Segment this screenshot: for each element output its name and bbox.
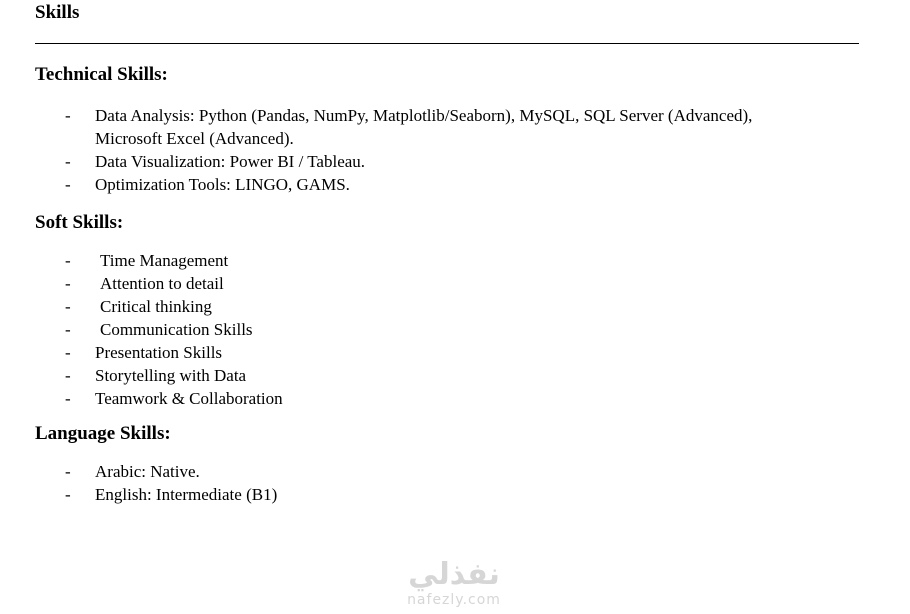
bullet-dash: -	[65, 106, 71, 125]
bullet-dash: -	[65, 274, 71, 293]
list-item	[0, 104, 815, 150]
bullet-dash: -	[65, 462, 71, 481]
list-item-text: Teamwork & Collaboration	[95, 389, 283, 408]
language-skills-list	[0, 460, 910, 506]
list-item	[0, 460, 815, 483]
list-item	[0, 249, 815, 272]
bullet-dash: -	[65, 366, 71, 385]
list-item-text: Presentation Skills	[95, 343, 223, 362]
list-item	[0, 318, 815, 341]
list-item-text: Attention to detail	[100, 274, 224, 293]
bullet-dash: -	[65, 175, 71, 194]
bullet-dash: -	[65, 485, 71, 504]
list-item-text: Critical thinking	[100, 297, 212, 316]
list-item-text: Time Management	[100, 251, 229, 270]
bullet-dash: -	[65, 389, 71, 408]
soft-skills-heading: Soft Skills:	[35, 212, 124, 233]
watermark-url: nafezly.com	[407, 592, 501, 608]
bullet-dash: -	[65, 152, 71, 171]
list-item-text: Data Visualization: Power BI / Tableau.	[95, 152, 366, 171]
list-item-text: Storytelling with Data	[95, 366, 247, 385]
bullet-dash: -	[65, 297, 71, 316]
list-item	[0, 387, 815, 410]
list-item-text: Optimization Tools: LINGO, GAMS.	[95, 175, 350, 194]
watermark-logo: نفذلي	[408, 557, 500, 592]
list-item-text: Arabic: Native.	[95, 462, 200, 481]
bullet-dash: -	[65, 343, 71, 362]
bullet-dash: -	[65, 320, 71, 339]
list-item	[0, 295, 815, 318]
list-item	[0, 341, 815, 364]
watermark	[396, 558, 512, 614]
horizontal-rule	[35, 43, 859, 44]
language-skills-heading: Language Skills:	[35, 423, 171, 444]
technical-skills-heading: Technical Skills:	[35, 64, 168, 85]
list-item	[0, 483, 815, 506]
document-title: Skills	[35, 2, 80, 23]
list-item	[0, 173, 815, 196]
list-item-text: English: Intermediate (B1)	[95, 485, 278, 504]
list-item	[0, 150, 815, 173]
bullet-dash: -	[65, 251, 71, 270]
list-item	[0, 272, 815, 295]
list-item-text: Communication Skills	[100, 320, 253, 339]
list-item	[0, 364, 815, 387]
list-item-text: Data Analysis: Python (Pandas, NumPy, Matplotlib/Seaborn), MySQL, SQL Server (Advanced), Microsoft Excel (Advanced).	[95, 106, 753, 148]
soft-skills-list	[0, 249, 910, 410]
technical-skills-list	[0, 104, 910, 196]
